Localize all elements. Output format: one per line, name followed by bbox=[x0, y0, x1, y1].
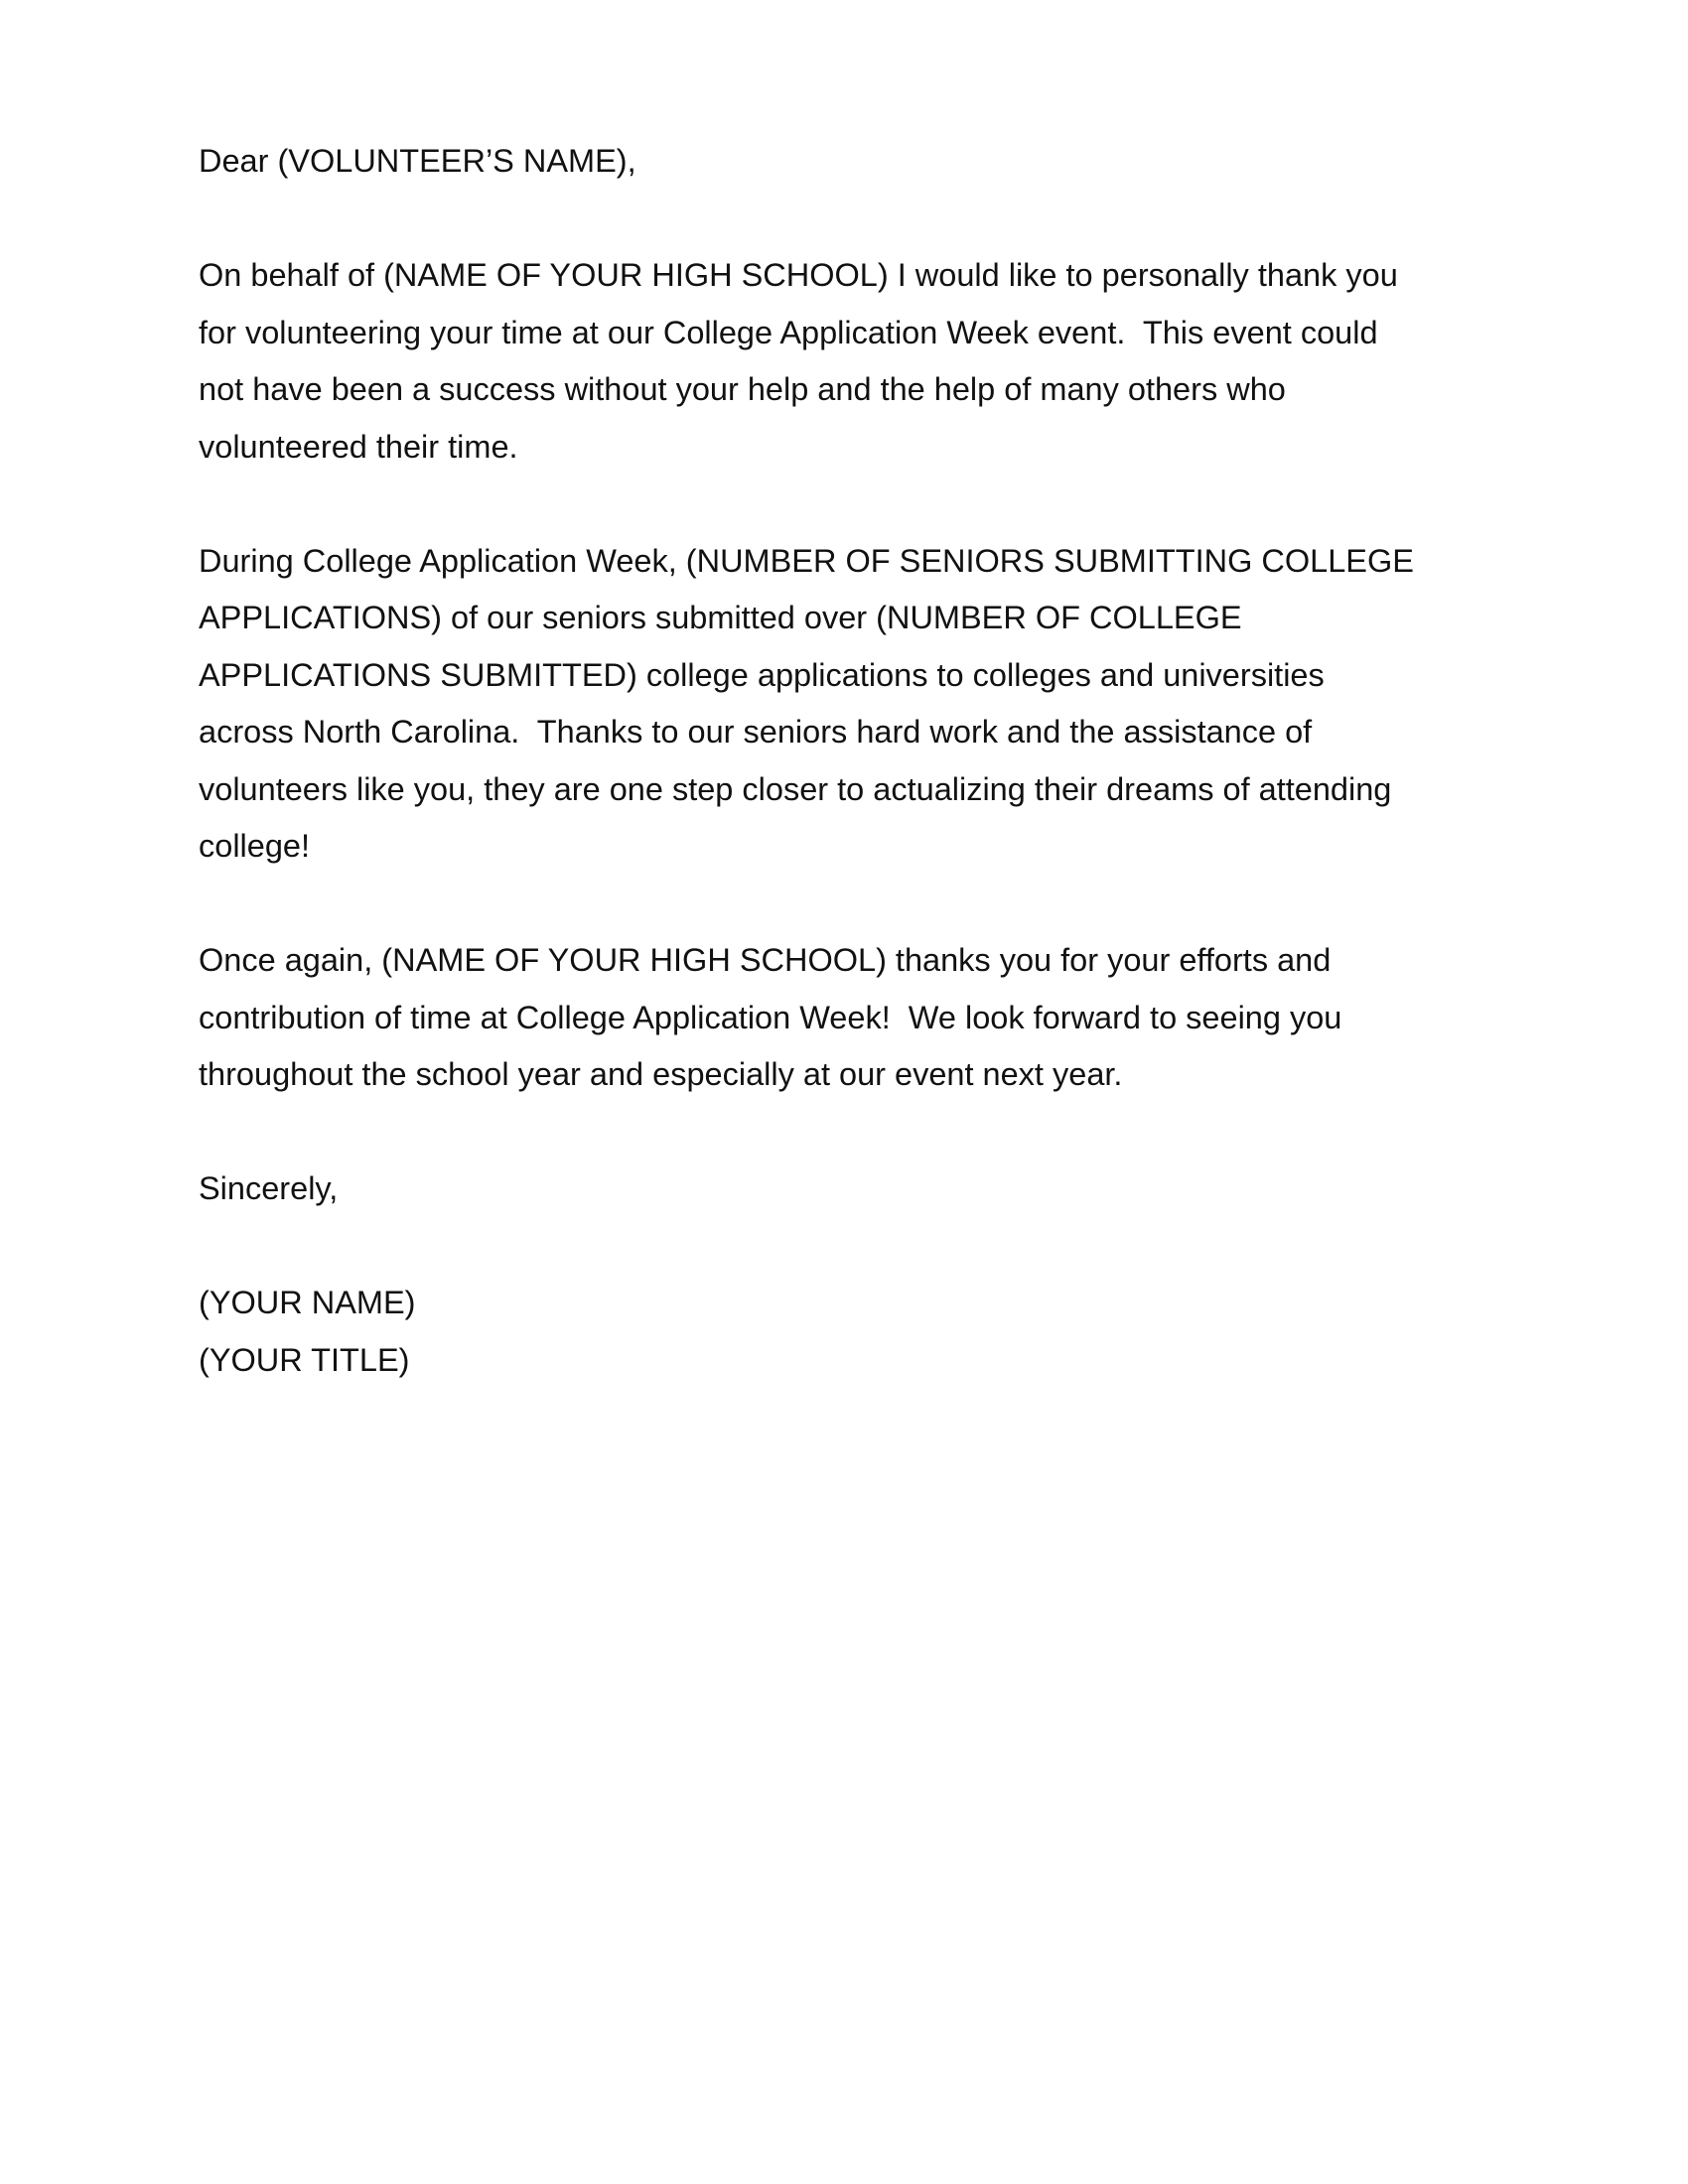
paragraph-spacer bbox=[199, 1104, 1509, 1161]
paragraph-line: On behalf of (NAME OF YOUR HIGH SCHOOL) I would like to personally thank you bbox=[199, 257, 1398, 293]
paragraph-line: college! bbox=[199, 828, 311, 864]
letter-body bbox=[199, 133, 1509, 1389]
signature-name: (YOUR NAME) bbox=[199, 1285, 416, 1320]
paragraph-closing-thanks bbox=[199, 932, 1509, 1104]
paragraph-line: throughout the school year and especially at our event next year. bbox=[199, 1056, 1123, 1092]
paragraph-line: Once again, (NAME OF YOUR HIGH SCHOOL) thanks you for your efforts and bbox=[199, 942, 1332, 978]
paragraph-line: During College Application Week, (NUMBER OF SENIORS SUBMITTING COLLEGE bbox=[199, 542, 1414, 579]
paragraph-line: contribution of time at College Application Week! We look forward to seeing you bbox=[199, 999, 1342, 1035]
paragraph-line: across North Carolina. Thanks to our seniors hard work and the assistance of bbox=[199, 714, 1313, 750]
signature-title: (YOUR TITLE) bbox=[199, 1341, 410, 1378]
paragraph-spacer bbox=[199, 876, 1509, 933]
closing: Sincerely, bbox=[199, 1170, 339, 1206]
paragraph-line: APPLICATIONS SUBMITTED) college applications to colleges and universities bbox=[199, 656, 1325, 693]
salutation: Dear (VOLUNTEER’S NAME), bbox=[199, 143, 636, 179]
paragraph-line: volunteers like you, they are one step closer to actualizing their dreams of attending bbox=[199, 770, 1392, 807]
paragraph-line: volunteered their time. bbox=[199, 428, 518, 465]
paragraph-results bbox=[199, 533, 1509, 876]
paragraph-thanks bbox=[199, 247, 1509, 476]
paragraph-line: APPLICATIONS) of our seniors submitted over (NUMBER OF COLLEGE bbox=[199, 600, 1242, 635]
paragraph-spacer bbox=[199, 191, 1509, 248]
paragraph-line: not have been a success without your help and the help of many others who bbox=[199, 371, 1286, 407]
signature-block bbox=[199, 1275, 1509, 1389]
paragraph-line: for volunteering your time at our College Application Week event. This event could bbox=[199, 314, 1378, 350]
paragraph-spacer bbox=[199, 476, 1509, 533]
paragraph-spacer bbox=[199, 1218, 1509, 1276]
